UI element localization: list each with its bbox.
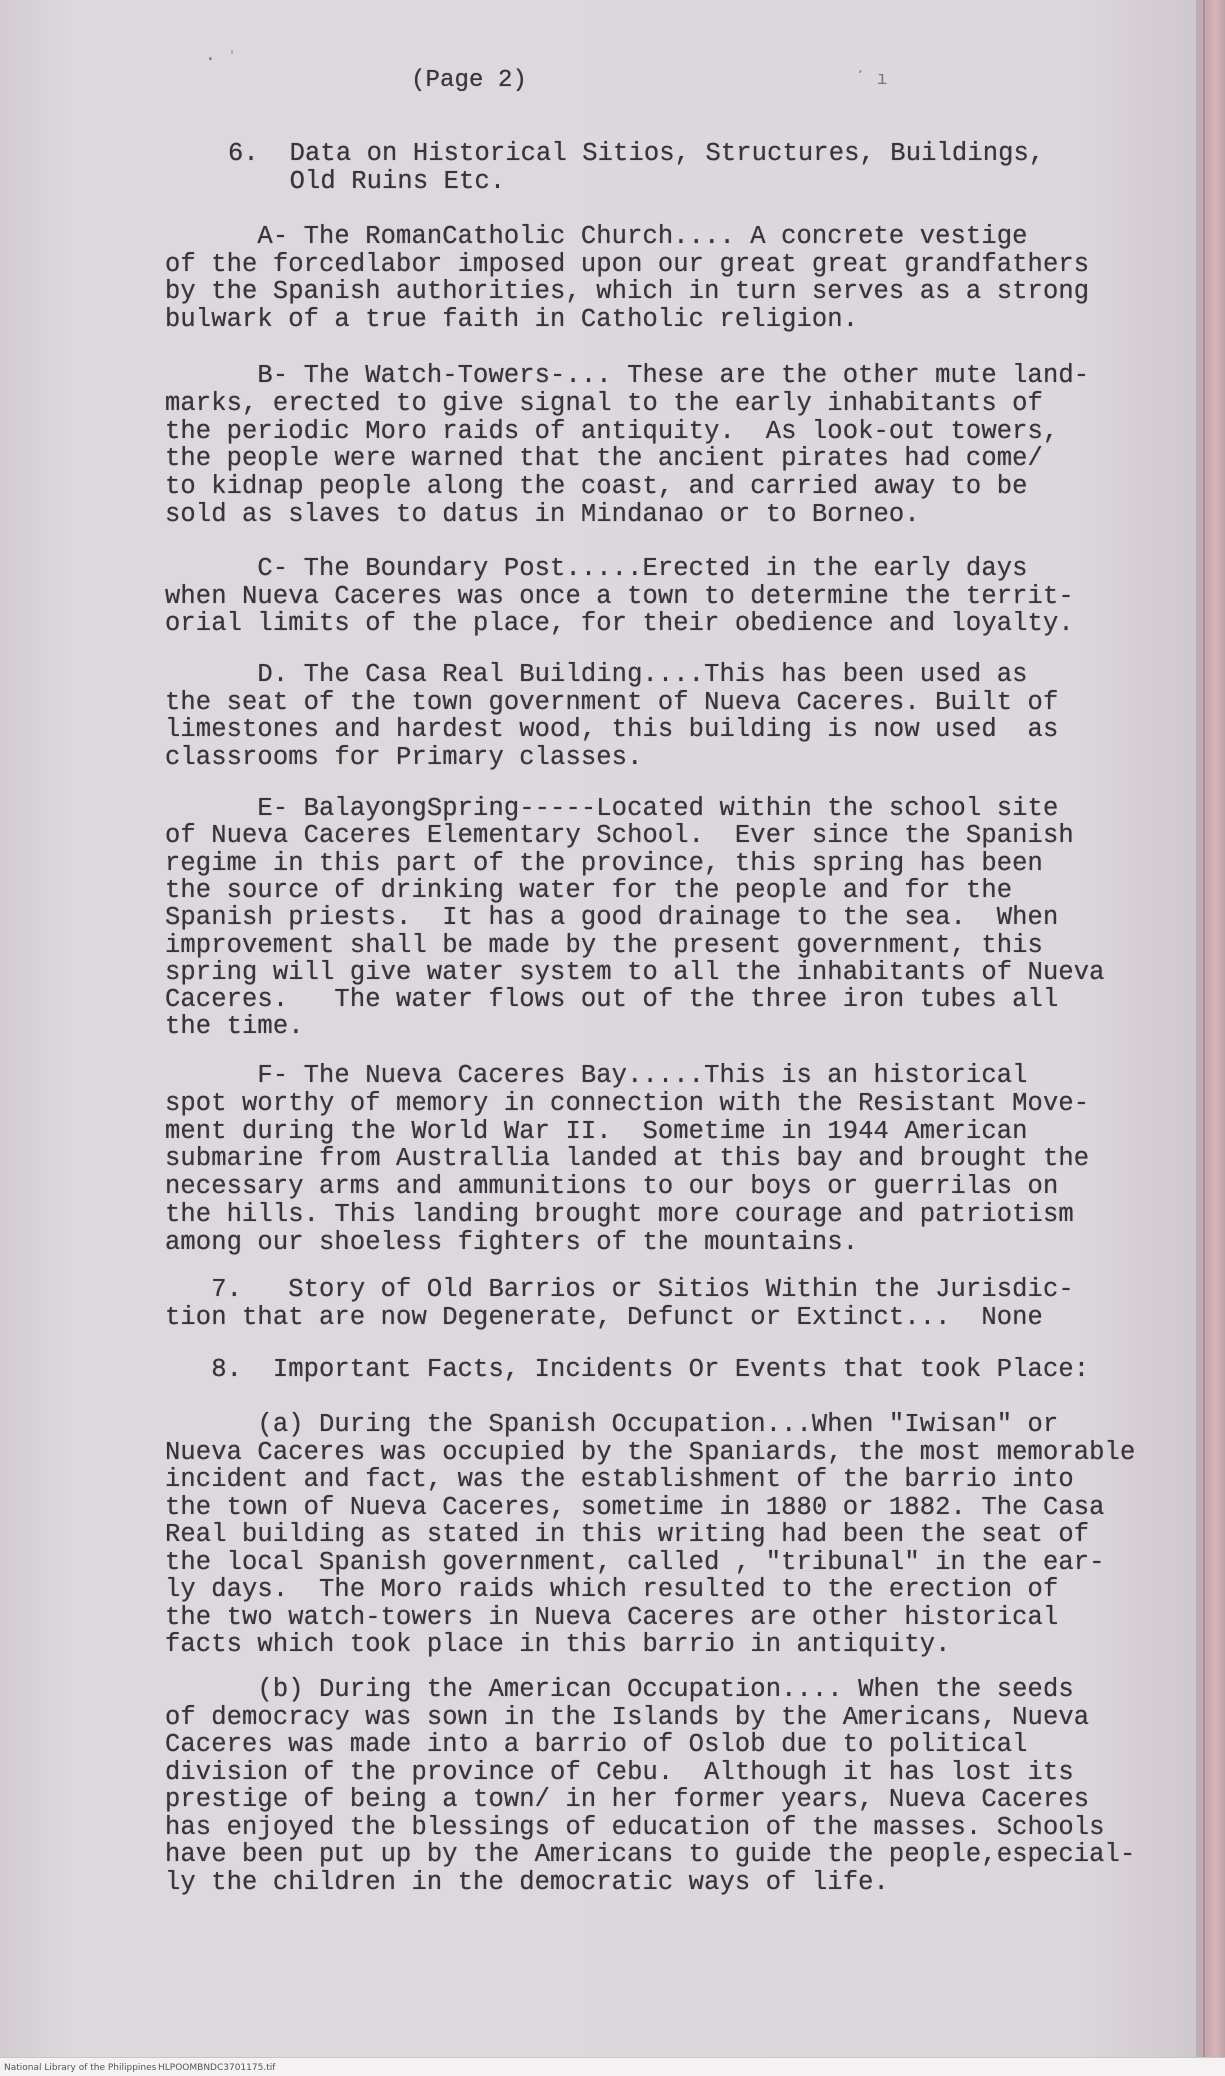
text-line: the hills. This landing brought more courage and patriotism [165, 1200, 1074, 1229]
text-line: submarine from Australlia landed at this bay and brought the [165, 1144, 1090, 1174]
text-line: among our shoeless fighters of the mountains. [165, 1227, 859, 1257]
text-line: Old Ruins Etc. [228, 166, 506, 196]
pencil-mark: · ˈ [205, 50, 238, 70]
text-line: Real building as stated in this writing had been the seat of [165, 1520, 1090, 1549]
text-line: E- BalayongSpring-----Located within the school site [165, 794, 1059, 823]
text-line: the periodic Moro raids of antiquity. As look-out towers, [165, 416, 1059, 446]
text-line: orial limits of the place, for their obedience and loyalty. [165, 609, 1074, 638]
page-number: (Page 2) [411, 67, 528, 94]
text-line: tion that are now Degenerate, Defunct or Extinct... None [165, 1302, 1043, 1332]
text-line: improvement shall be made by the present government, this [165, 930, 1043, 960]
text-line: the town of Nueva Caceres, sometime in 1880 or 1882. The Casa [165, 1492, 1105, 1522]
text-line: to kidnap people along the coast, and carried away to be [165, 472, 1028, 502]
text-line: prestige of being a town/ in her former years, Nueva Caceres [165, 1785, 1090, 1814]
text-line: C- The Boundary Post.....Erected in the early days [165, 554, 1028, 583]
text-line: spot worthy of memory in connection with the Resistant Move- [165, 1088, 1090, 1118]
text-line: the time. [165, 1012, 304, 1042]
text-line: facts which took place in this barrio in antiquity. [165, 1630, 951, 1659]
text-line: F- The Nueva Caceres Bay.....This is an historical [165, 1061, 1028, 1090]
text-line: Nueva Caceres was occupied by the Spaniards, the most memorable [165, 1437, 1136, 1467]
text-line: the local Spanish government, called , "tribunal" in the ear- [165, 1547, 1105, 1577]
text-line: 6. Data on Historical Sitios, Structures, Buildings, [228, 139, 1045, 168]
scan-footer [0, 2057, 1225, 2076]
text-line: incident and fact, was the establishment of the barrio into [165, 1465, 1074, 1494]
text-line: A- The RomanCatholic Church.... A concrete vestige [165, 222, 1028, 251]
pencil-mark: ˊ ı [855, 70, 888, 90]
text-line: spring will give water system to all the inhabitants of Nueva [165, 957, 1105, 987]
text-line: the people were warned that the ancient pirates had come/ [165, 444, 1043, 474]
text-line: D. The Casa Real Building....This has been used as [165, 660, 1028, 689]
page-edge-line [1203, 0, 1205, 2076]
footer-filename: HLPOOMBNDC3701175.tif [158, 2063, 276, 2073]
text-line: the source of drinking water for the people and for the [165, 875, 1013, 905]
text-line: ment during the World War II. Sometime in 1944 American [165, 1116, 1028, 1146]
text-line: Spanish priests. It has a good drainage to the sea. When [165, 903, 1059, 933]
text-line: have been put up by the Americans to guide the people,especial- [165, 1840, 1136, 1869]
text-line: 8. Important Facts, Incidents Or Events that took Place: [165, 1355, 1090, 1384]
text-line: ly the children in the democratic ways of life. [165, 1867, 889, 1897]
text-line: 7. Story of Old Barrios or Sitios Within the Jurisdic- [165, 1275, 1074, 1304]
text-line: bulwark of a true faith in Catholic religion. [165, 304, 859, 334]
text-line: sold as slaves to datus in Mindanao or to Borneo. [165, 500, 920, 529]
text-line: necessary arms and ammunitions to our boys or guerrilas on [165, 1172, 1059, 1202]
text-line: by the Spanish authorities, which in turn serves as a strong [165, 277, 1090, 306]
text-line: the seat of the town government of Nueva Caceres. Built of [165, 687, 1059, 717]
text-line: classrooms for Primary classes. [165, 742, 643, 772]
text-line: (a) During the Spanish Occupation...When "Iwisan" or [165, 1410, 1059, 1439]
text-line: regime in this part of the province, this spring has been [165, 848, 1043, 878]
text-line: division of the province of Cebu. Although it has lost its [165, 1757, 1074, 1787]
text-line: (b) During the American Occupation.... When the seeds [165, 1675, 1074, 1704]
text-line: B- The Watch-Towers-... These are the other mute land- [165, 361, 1090, 390]
text-line: when Nueva Caceres was once a town to determine the territ- [165, 581, 1074, 611]
text-line: marks, erected to give signal to the early inhabitants of [165, 388, 1043, 418]
footer-library: National Library of the Philippines [4, 2063, 157, 2073]
text-line: of democracy was sown in the Islands by the Americans, Nueva [165, 1702, 1090, 1732]
text-line: Caceres was made into a barrio of Oslob due to political [165, 1730, 1028, 1759]
text-line: Caceres. The water flows out of the three iron tubes all [165, 985, 1059, 1015]
text-line: has enjoyed the blessings of education of the masses. Schools [165, 1812, 1105, 1842]
text-line: of the forcedlabor imposed upon our great great grandfathers [165, 249, 1090, 279]
text-line: the two watch-towers in Nueva Caceres are other historical [165, 1602, 1059, 1632]
page-edge [1196, 0, 1225, 2076]
text-line: ly days. The Moro raids which resulted to the erection of [165, 1575, 1059, 1604]
text-line: limestones and hardest wood, this building is now used as [165, 715, 1059, 744]
text-line: of Nueva Caceres Elementary School. Ever since the Spanish [165, 821, 1074, 851]
